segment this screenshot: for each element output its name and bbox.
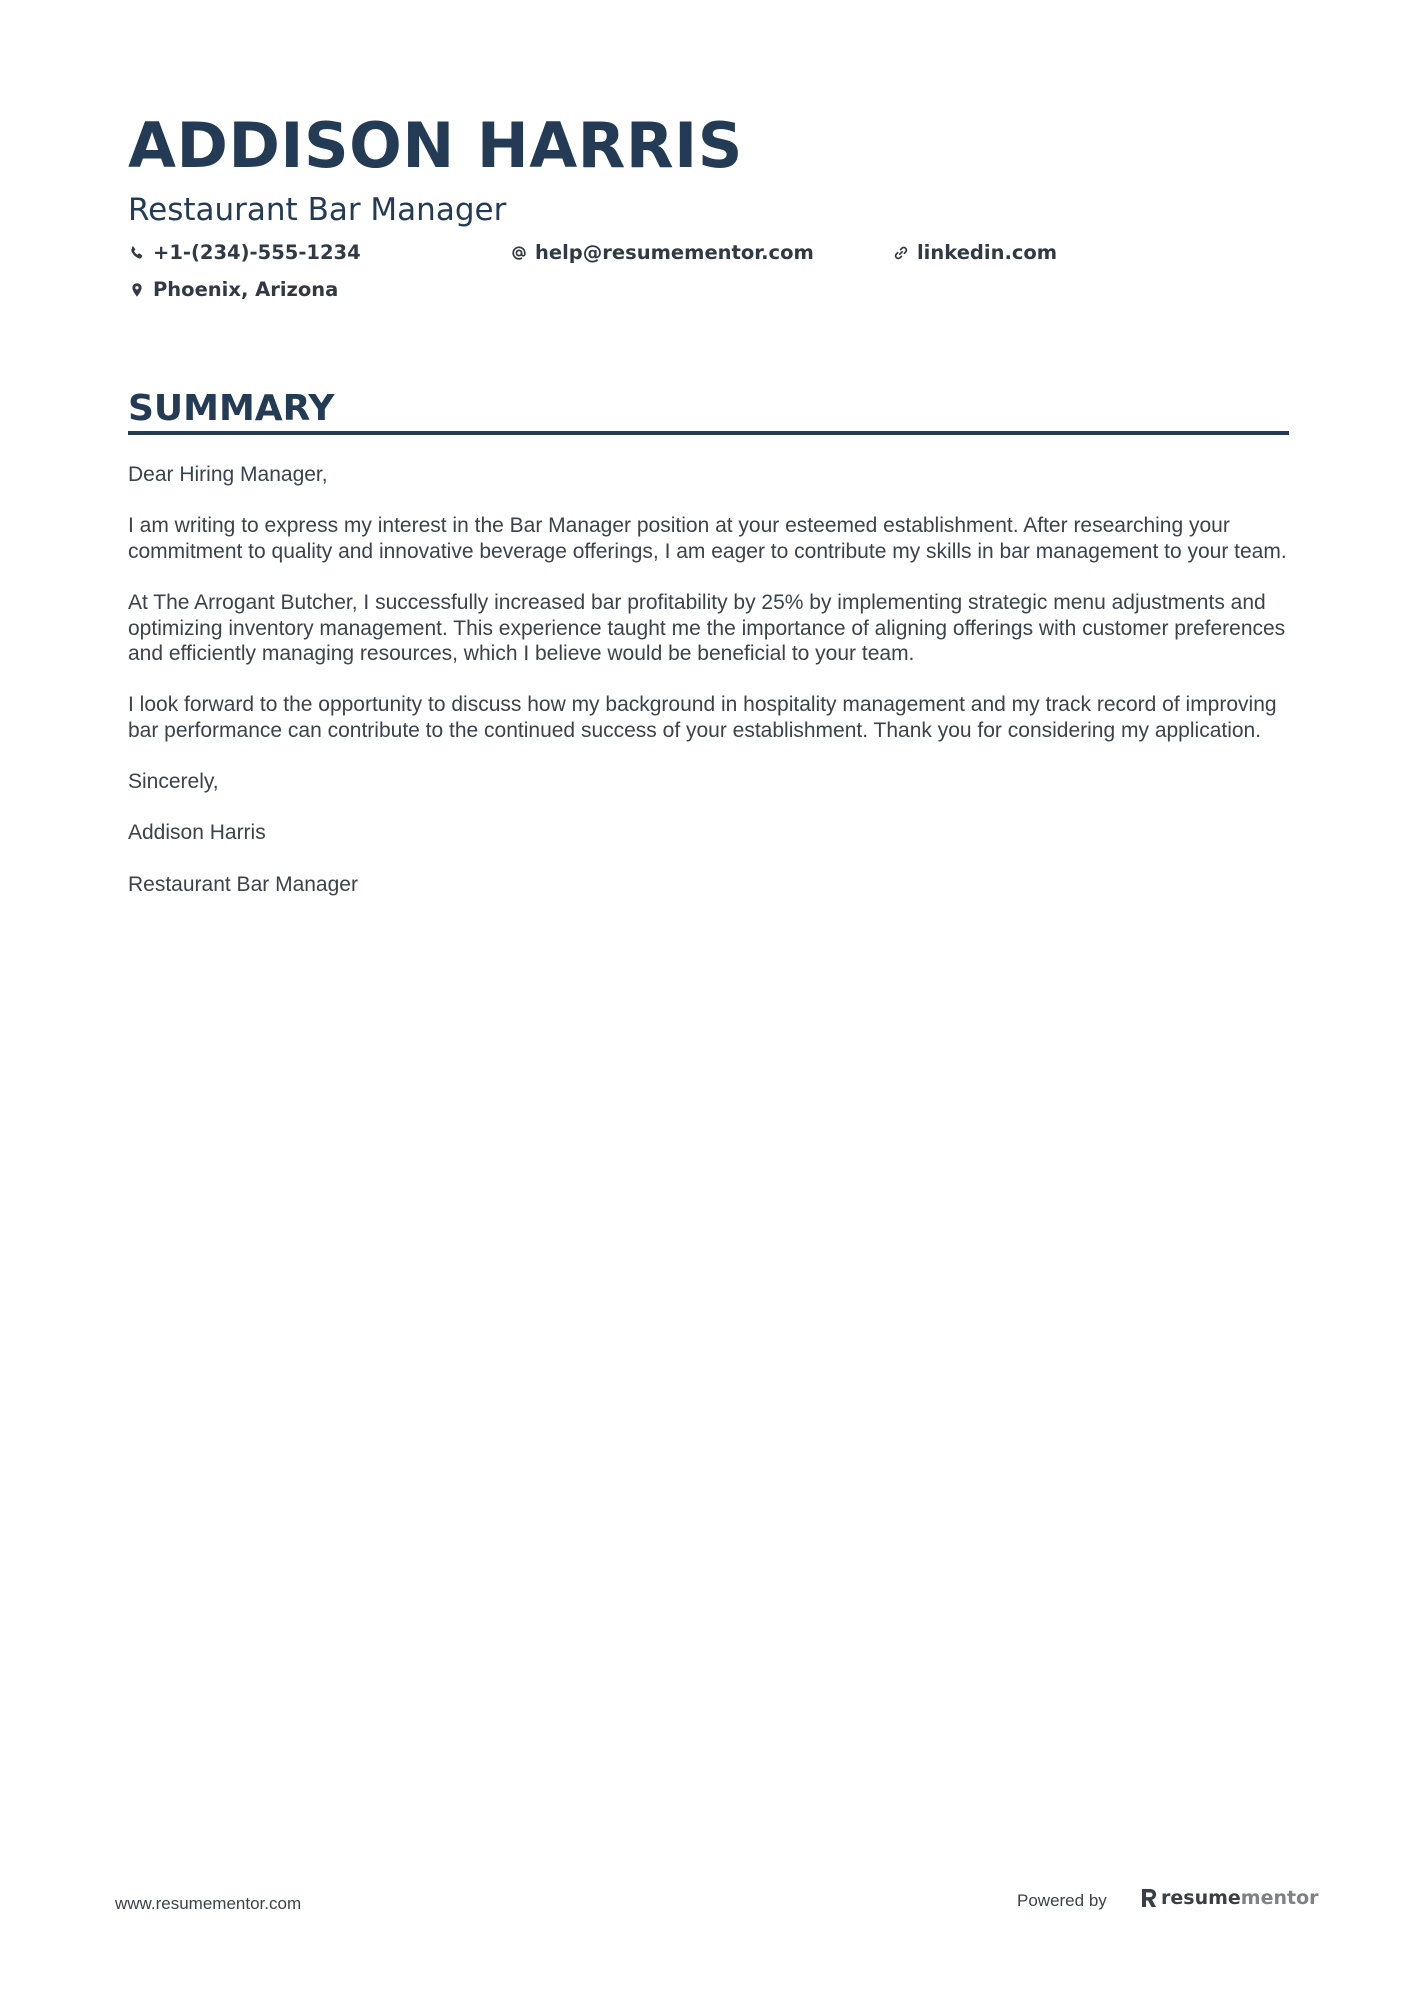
letter-paragraph: I am writing to express my interest in the Bar Manager position at your esteemed establishment. After researching your commitment to quality and innovative beverage offerings, I am eager to contribute my skills in bar management to your team. xyxy=(128,514,1287,563)
brand-text-mentor: mentor xyxy=(1240,1887,1319,1909)
summary-heading: SUMMARY xyxy=(128,388,335,429)
at-icon xyxy=(510,244,528,262)
letter-body xyxy=(128,462,1298,923)
section-divider xyxy=(128,431,1289,435)
phone-text: +1-(234)-555-1234 xyxy=(153,241,361,264)
phone-icon xyxy=(128,244,146,262)
email-text[interactable]: help@resumementor.com xyxy=(535,241,814,264)
resumementor-logo-icon xyxy=(1140,1887,1158,1909)
candidate-name: ADDISON HARRIS xyxy=(128,109,743,182)
signature-title: Restaurant Bar Manager xyxy=(128,872,358,896)
link-text[interactable]: linkedin.com xyxy=(917,241,1058,264)
link-icon xyxy=(892,244,910,262)
footer-powered-by: Powered by xyxy=(1017,1891,1107,1910)
contact-email[interactable] xyxy=(510,240,814,266)
footer-brand-logo[interactable] xyxy=(1140,1887,1319,1909)
letter-greeting: Dear Hiring Manager, xyxy=(128,463,328,486)
candidate-role: Restaurant Bar Manager xyxy=(128,192,507,228)
map-pin-icon xyxy=(128,281,146,299)
brand-text-resume: resume xyxy=(1161,1887,1241,1909)
contact-link[interactable] xyxy=(892,240,1057,266)
contact-location xyxy=(128,277,338,303)
signature-name: Addison Harris xyxy=(128,821,266,845)
footer-website-link[interactable]: www.resumementor.com xyxy=(115,1894,302,1913)
letter-closing: Sincerely, xyxy=(128,770,219,794)
location-text: Phoenix, Arizona xyxy=(153,278,339,301)
letter-paragraph: I look forward to the opportunity to discuss how my background in hospitality management and my track record of improving bar performance can contribute to the continued success of your establishment. Thank you for considering my application. xyxy=(128,693,1277,742)
letter-paragraph: At The Arrogant Butcher, I successfully increased bar profitability by 25% by implementing strategic menu adjustments and optimizing inventory management. This experience taught me the importance of aligning offerings with customer preferences and efficiently managing resources, which I believe would be beneficial to your team. xyxy=(128,590,1286,666)
contact-phone xyxy=(128,240,361,266)
